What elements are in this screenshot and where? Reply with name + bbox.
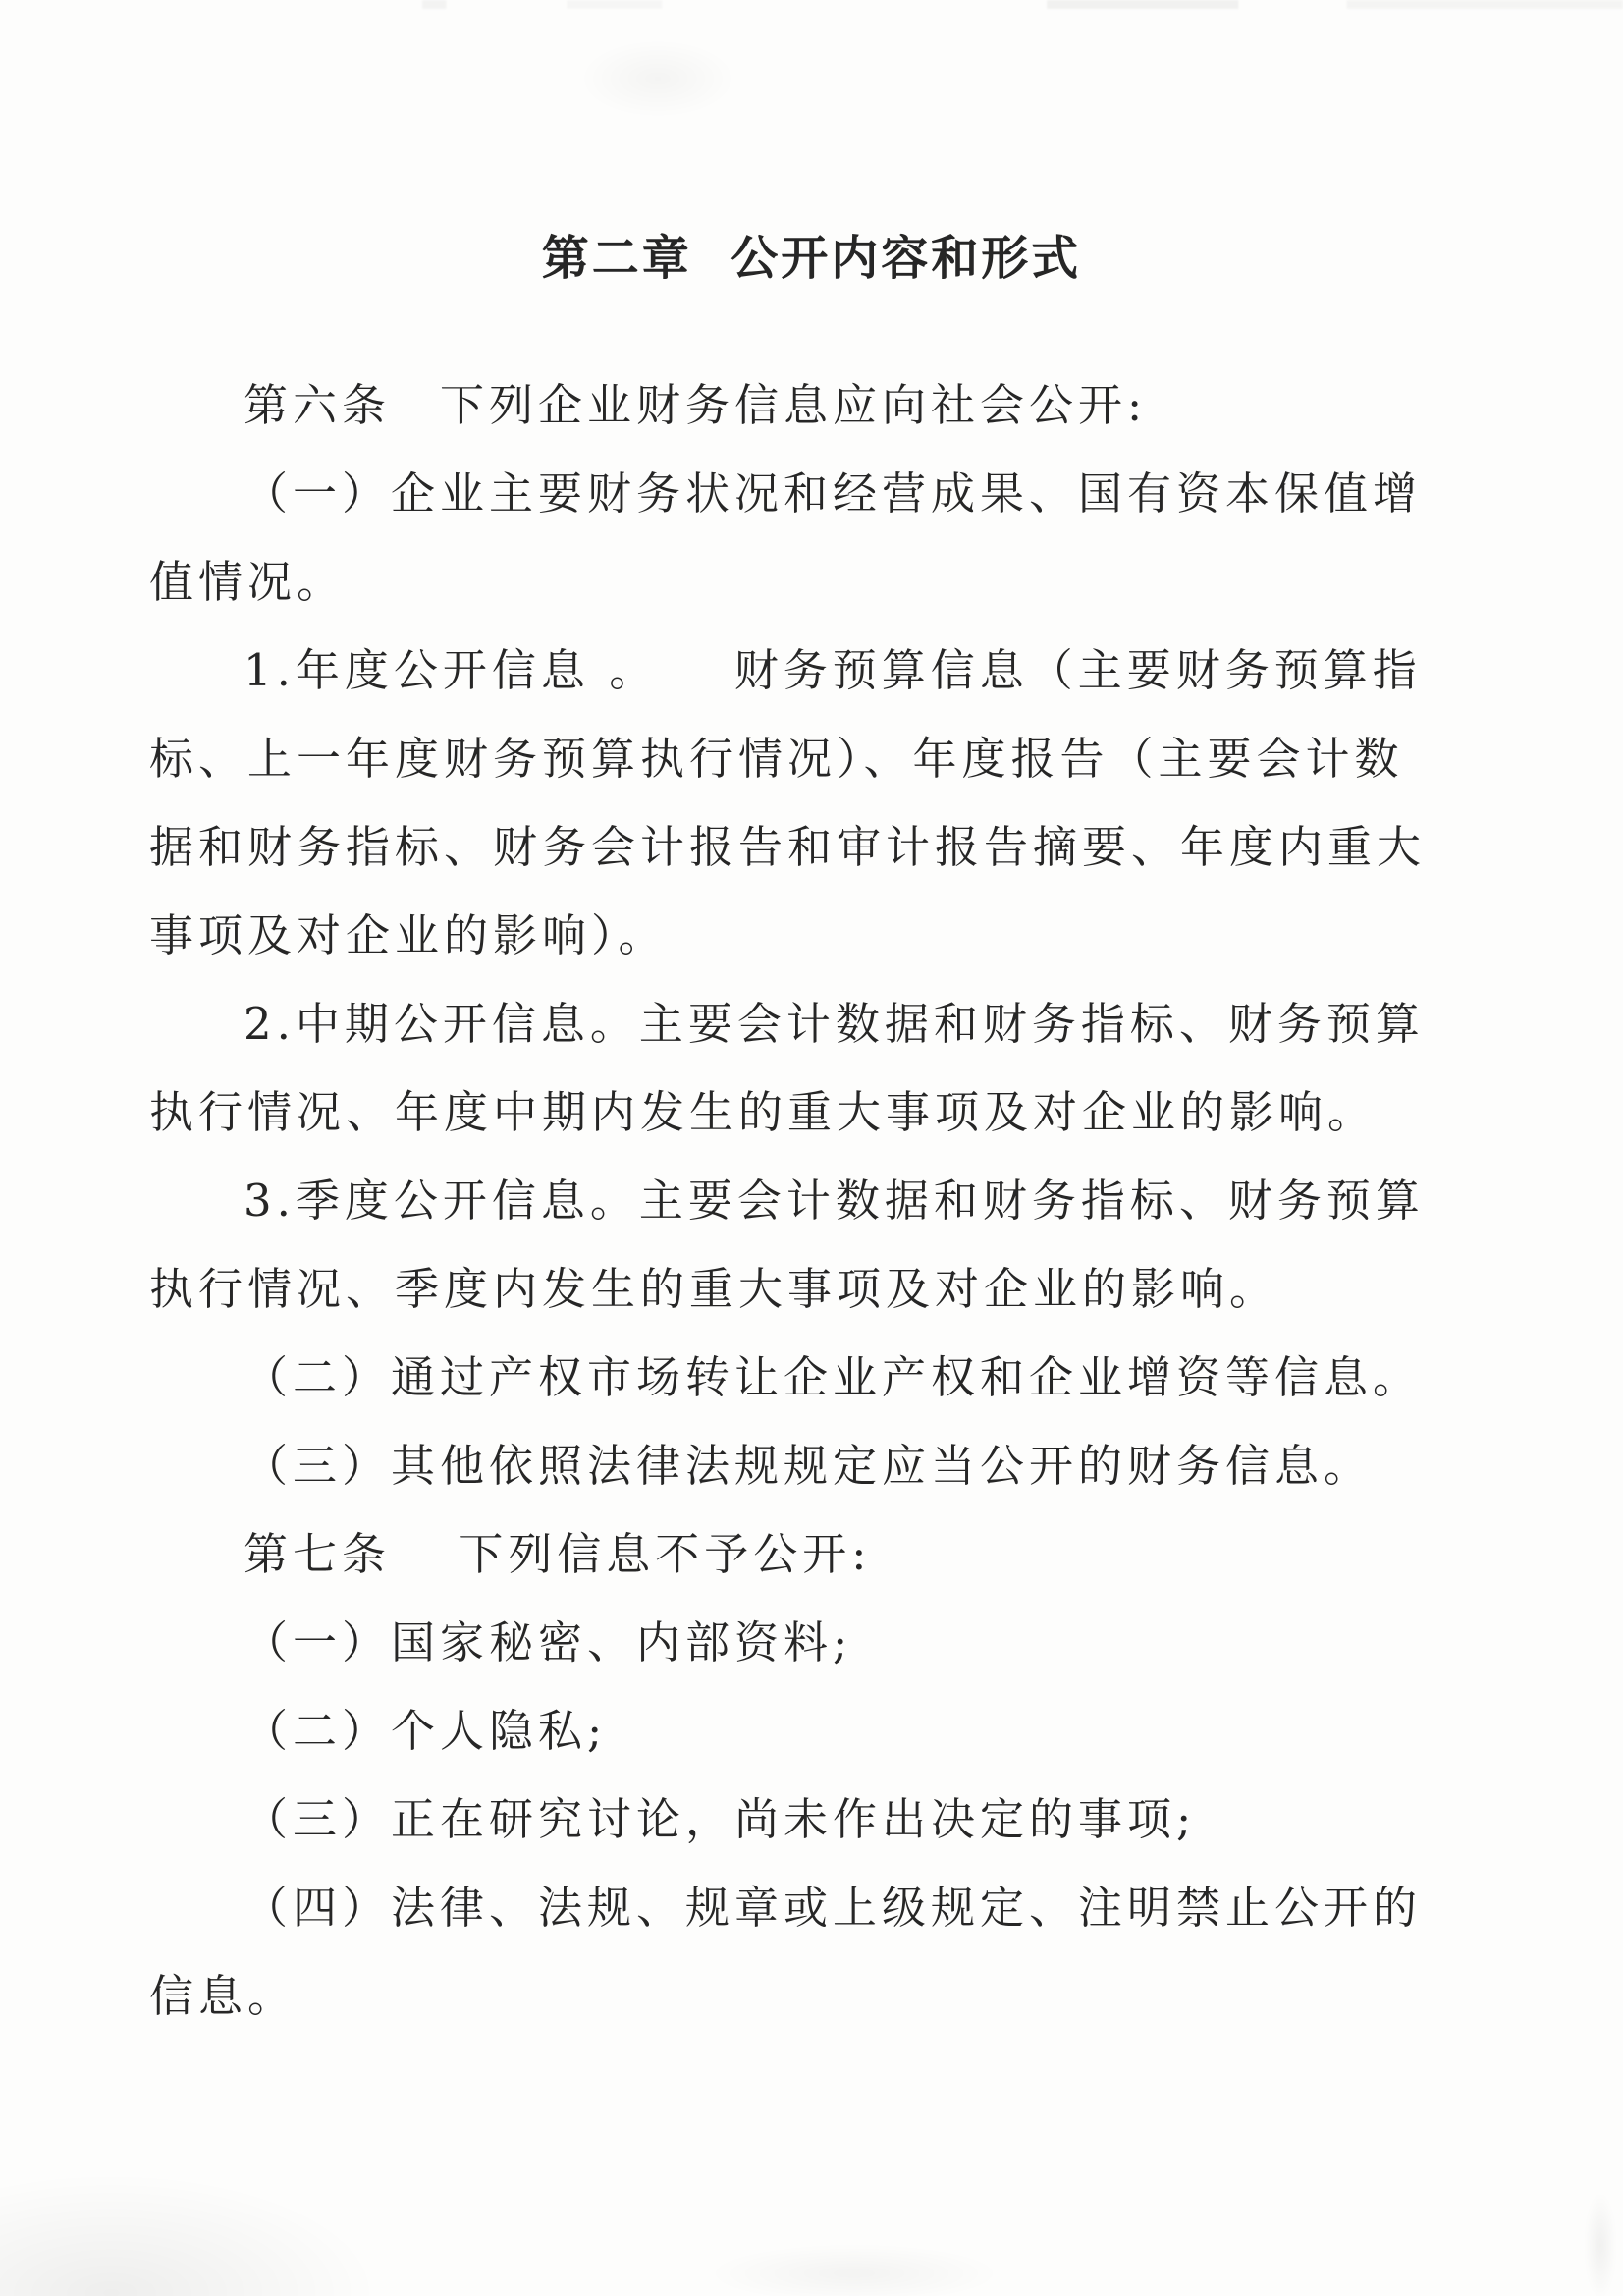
chapter-title: 第二章 公开内容和形式 bbox=[541, 231, 1082, 287]
text-line: 标、上一年度财务预算执行情况）、年度报告（主要会计数 bbox=[149, 733, 1404, 785]
text-line: 值情况。 bbox=[149, 556, 347, 608]
text-line: 2.中期公开信息。主要会计数据和财务指标、财务预算 bbox=[243, 998, 1425, 1050]
text-line: 事项及对企业的影响）。 bbox=[149, 909, 668, 961]
text-line: 1.年度公开信息 。 财务预算信息（主要财务预算指 bbox=[243, 644, 1422, 696]
text-line: 执行情况、年度中期内发生的重大事项及对企业的影响。 bbox=[149, 1086, 1378, 1138]
scan-artifact-top-edge bbox=[422, 0, 1623, 9]
document-body bbox=[149, 361, 1485, 2041]
scan-artifact-top-smudge bbox=[579, 39, 736, 118]
text-line: 执行情况、季度内发生的重大事项及对企业的影响。 bbox=[149, 1263, 1279, 1315]
scan-artifact-bottom-left bbox=[0, 2175, 373, 2296]
text-line: （二）个人隐私; bbox=[243, 1705, 608, 1757]
text-line: （三）正在研究讨论，尚未作出决定的事项; bbox=[243, 1793, 1197, 1845]
text-line: （三）其他依照法律法规规定应当公开的财务信息。 bbox=[243, 1440, 1374, 1492]
text-line: （四）法律、法规、规章或上级规定、注明禁止公开的 bbox=[243, 1882, 1423, 1934]
text-line: 第七条 下列信息不予公开: bbox=[243, 1528, 872, 1580]
text-line: （一）国家秘密、内部资料; bbox=[243, 1616, 853, 1668]
text-line: 信息。 bbox=[149, 1970, 298, 2022]
text-line: （一）企业主要财务状况和经营成果、国有资本保值增 bbox=[243, 467, 1423, 519]
text-line: 3.季度公开信息。主要会计数据和财务指标、财务预算 bbox=[243, 1175, 1425, 1227]
text-line: 据和财务指标、财务会计报告和审计报告摘要、年度内重大 bbox=[149, 821, 1427, 873]
text-line: （二）通过产权市场转让企业产权和企业增资等信息。 bbox=[243, 1351, 1423, 1403]
scan-artifact-bottom-center bbox=[707, 2244, 1001, 2296]
scan-artifact-bottom-right bbox=[1586, 2195, 1615, 2296]
text-line: 第六条 下列企业财务信息应向社会公开: bbox=[243, 379, 1148, 431]
